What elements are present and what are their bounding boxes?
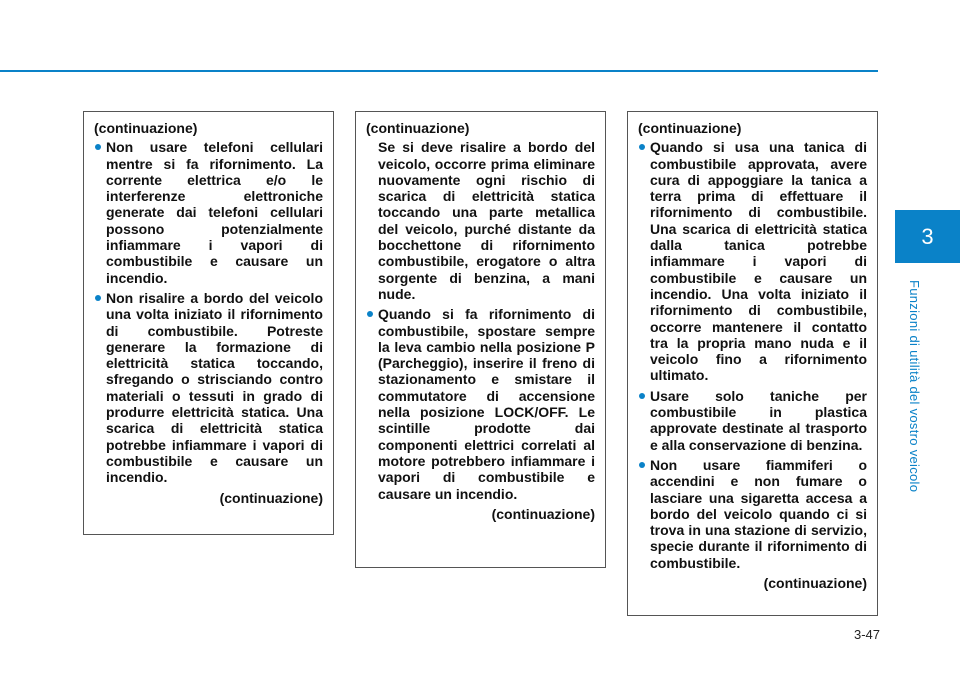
continuation-foot: (continuazione) [491, 505, 595, 522]
bullet-item: Quando si usa una tanica di combustibile approvata, avere cura di appoggiare la tanica a terra prima di effettuare il rifornimento di combustibile. Una scarica di elettricità statica dalla tanica potrebbe infiammare i vapori di combustibile e causare un incendio. Una volta iniziato il rifornimento di combustibile, occorre mantenere il contatto tra la propria mano nuda e il veicolo fino a rifornimento ultimato. [638, 139, 867, 383]
continuation-head: (continuazione) [366, 120, 470, 136]
warning-box-1 [83, 111, 334, 535]
bullet-item: Non usare telefoni cellulari mentre si fa rifornimento. La corrente elettrica e/o le interferenze elettroniche generate dai telefoni cellulari possono potenzialmente infiammare i vapori di combustibile e causare un incendio. [94, 139, 323, 286]
continuation-head: (continuazione) [638, 120, 742, 136]
warning-box-2 [355, 111, 606, 568]
continuation-foot: (continuazione) [219, 489, 323, 506]
chapter-number: 3 [921, 224, 934, 249]
continuation-foot: (continuazione) [763, 575, 867, 592]
warning-box-3 [627, 111, 878, 616]
bullet-item: Non risalire a bordo del veicolo una volta iniziato il rifornimento di combustibile. Potreste generare la formazione di elettricità statica toccando, sfregando o strisciando contro materiali o tessuti in grado di produrre elettricità statica. Una scarica di elettricità statica potrebbe infiammare i vapori di combustibile e causare un incendio. [94, 290, 323, 486]
header-rule [0, 70, 878, 72]
bullet-item: Quando si fa rifornimento di combustibile, spostare sempre la leva cambio nella posizione P (Parcheggio), inserire il freno di stazionamento e smistare il commutatore di accensione nella posizione LOCK/OFF. Le scintille prodotte dai componenti elettrici correlati al motore potrebbero infiammare i vapori di combustibile e causare un incendio. [366, 306, 595, 502]
paragraph: Se si deve risalire a bordo del veicolo, occorre prima eliminare nuovamente ogni rischio di scarica di elettricità statica toccando una parte metallica del veicolo, purché distante da bocchettone di rifornimento combustibile, erogatore o altra sorgente di benzina, a mani nude. [378, 139, 595, 302]
chapter-title: Funzioni di utilità del vostro veicolo [907, 280, 922, 493]
bullet-item: Non usare fiammiferi o accendini e non fumare o lasciare una sigaretta accesa a bordo del veicolo quando ci si trova in una stazione di servizio, specie durante il rifornimento di combustibile. [638, 457, 867, 571]
bullet-item: Usare solo taniche per combustibile in plastica approvate destinate al trasporto e alla conservazione di benzina. [638, 388, 867, 453]
continuation-head: (continuazione) [94, 120, 198, 136]
chapter-tab [895, 210, 960, 263]
page-number: 3-47 [853, 627, 880, 642]
